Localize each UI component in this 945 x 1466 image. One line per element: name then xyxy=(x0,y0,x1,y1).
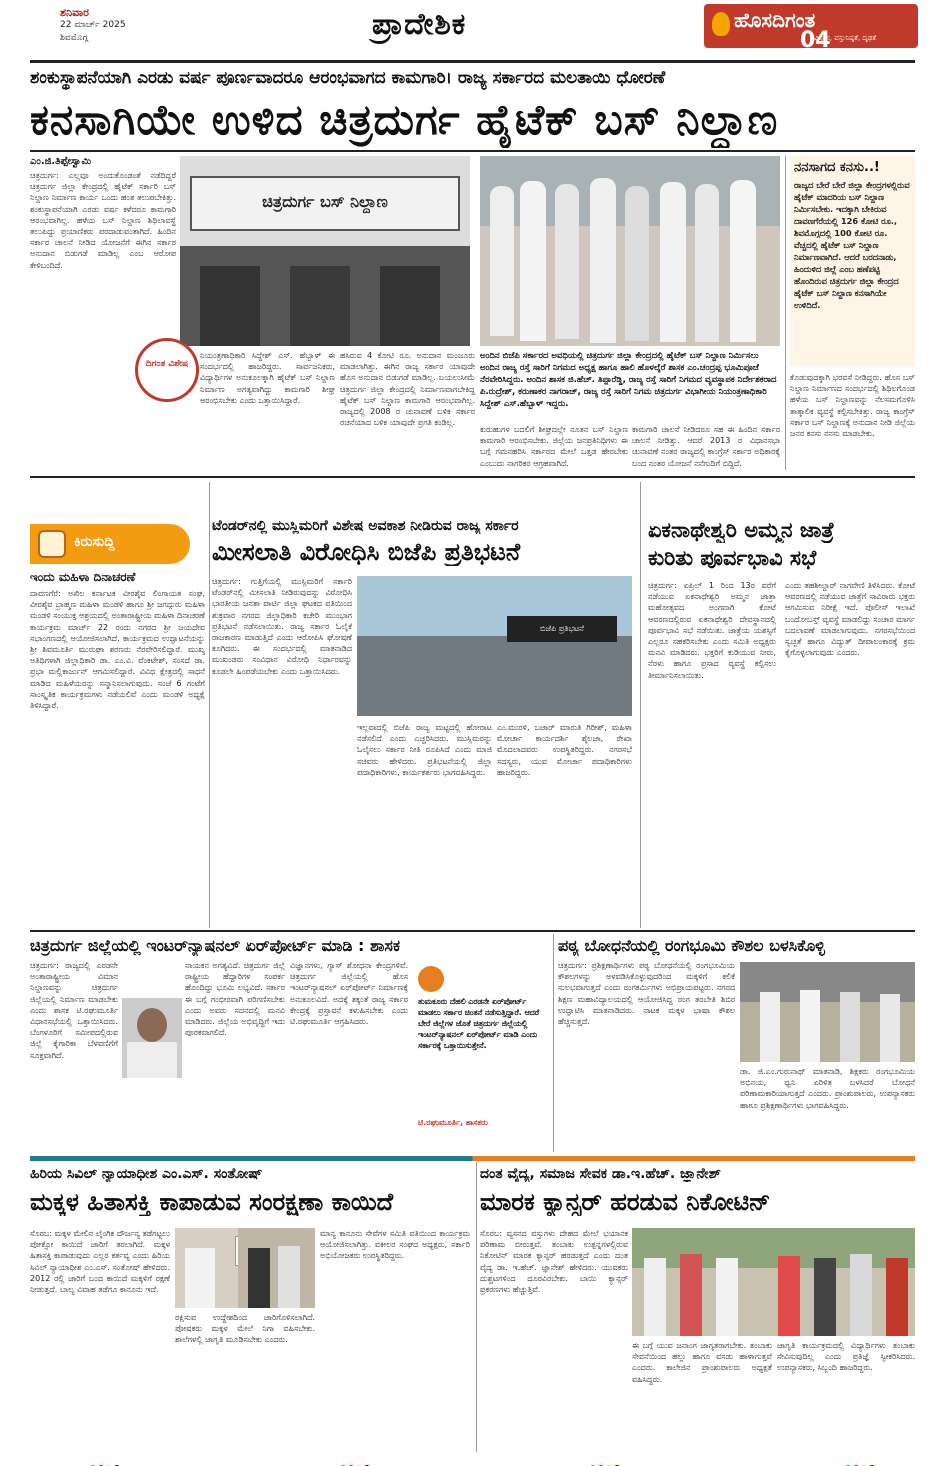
brief-title: ಇಂದು ಮಹಿಳಾ ದಿನಾಚರಣೆ xyxy=(30,570,136,584)
section-title: ಪ್ರಾದೇಶಿಕ xyxy=(372,7,467,42)
airport-quote: ತುಮಕೂರು ದೆಹಲಿ ಎರಡನೇ ಏರ್‌ಪೋರ್ಟ್ ಮಾಡಲು ಸರ್ಕಾರ ಚಿಂತನೆ ನಡೆಸುತ್ತಿದ್ದಾರೆ. ಆದರೆ ಬೇರೆ ಜಿಲ್ಲೆಗಳ ಜೊತೆ ಚಿತ್ರದುರ್ಗ ಜಿಲ್ಲೆಯಲ್ಲಿ ಇಂಟರ್‌ನ್ಯಾಷನಲ್ ಏರ್‌ಪೋರ್ಟ್ ಮಾಡಿ ಎಂದು ಸರ್ಕಾರಕ್ಕೆ ಒತ್ತಾಯಿಸುತ್ತೇನೆ. xyxy=(418,997,540,1050)
jaatre-kicker: ಏಕನಾಥೇಶ್ವರಿ ಅಮ್ಮನ ಜಾತ್ರೆ xyxy=(648,518,835,542)
protest-body-col1: ಚಿತ್ರದುರ್ಗ: ಗುತ್ತಿಗೆಯಲ್ಲಿ ಮುಸ್ಲಿಮರಿಗೆ ಸರ್ಕಾರಿ ಟೆಂಡರ್‌ನಲ್ಲಿ ಮೀಸಲಾತಿ ನೀಡಿರುವುದನ್ನು ವಿರೋಧಿಸಿ ಭಾರತೀಯ ಜನತಾ ಪಾರ್ಟಿ ಜಿಲ್ಲಾ ಘಟಕದ ವತಿಯಿಂದ ಶುಕ್ರವಾರ ನಗರದ ಜಿಲ್ಲಾಧಿಕಾರಿ ಕಚೇರಿ ಮುಂಭಾಗ ಪ್ರತಿಭಟನೆ ನಡೆಸಲಾಯಿತು. ರಾಜ್ಯ ಸರ್ಕಾರ ಓಲೈಕೆ ರಾಜಕಾರಣ ಮಾಡುತ್ತಿದೆ ಎಂದು ಆರೋಪಿಸಿ ಘೋಷಣೆ ಕೂಗಿದರು. ಈ ಸಂದರ್ಭದಲ್ಲಿ ಮಾತನಾಡಿದ ಮುಖಂಡರು ಸಂವಿಧಾನ ವಿರೋಧಿ ನಿರ್ಧಾರವನ್ನು ಕೂಡಲೇ ಹಿಂಪಡೆಯಬೇಕು ಎಂದು ಒತ್ತಾಯಿಸಿದರು. xyxy=(212,577,352,676)
bus-stand-sign: ಚಿತ್ರದುರ್ಗ ಬಸ್ ನಿಲ್ದಾಣ xyxy=(262,192,388,211)
logo-tagline: ವಿಶ್ವಾಸ, ವಸ್ತುನಿಷ್ಠತೆ, ದೃಢತೆ xyxy=(814,34,877,42)
mla-portrait xyxy=(122,998,182,1078)
bus-stand-photo xyxy=(180,156,470,346)
protest-body-col2: ಇಲ್ಲವಾದಲ್ಲಿ ಬಿಜೆಪಿ ರಾಜ್ಯ ಮಟ್ಟದಲ್ಲಿ ಹೋರಾಟ ನಡೆಸಲಿದೆ ಎಂದು ಎಚ್ಚರಿಸಿದರು. ಮುಸ್ಲಿಮರನ್ನು ಓಲೈಸಲು ಸರ್ಕಾರ ನೀತಿ ರೂಪಿಸಿದೆ ಎಂದು ಮಾಜಿ ಸಚಿವರು ಹೇಳಿದರು. ಪ್ರತಿಭಟನೆಯಲ್ಲಿ ಜಿಲ್ಲಾ ಪದಾಧಿಕಾರಿಗಳು, ಕಾರ್ಯಕರ್ತರು ಭಾಗವಹಿಸಿದ್ದರು. xyxy=(357,723,492,777)
theatre-body-col1: ಚಿತ್ರದುರ್ಗ: ಪ್ರಶಿಕ್ಷಣಾರ್ಥಿಗಳು ಪಠ್ಯ ಬೋಧನೆಯಲ್ಲಿ ರಂಗಭೂಮಿಯ ಕೌಶಲಗಳನ್ನು ಅಳವಡಿಸಿಕೊಳ್ಳುವುದರಿಂದ ಮಕ್ಕಳಿಗೆ ಕಲಿಕೆ ಸುಲಭವಾಗುತ್ತದೆ ಎಂದು ರಂಗಕರ್ಮಿಗಳು ಅಭಿಪ್ರಾಯಪಟ್ಟರು. ನಗರದ ಶಿಕ್ಷಣ ಮಹಾವಿದ್ಯಾಲಯದಲ್ಲಿ ಆಯೋಜಿಸಿದ್ದ ರಂಗ ತರಬೇತಿ ಶಿಬಿರ ಉದ್ಘಾಟಿಸಿ ಮಾತನಾಡಿದರು. ನಾಟಕ ಮಕ್ಕಳ ಭಾಷಾ ಕೌಶಲ ಹೆಚ್ಚಿಸುತ್ತದೆ. xyxy=(558,961,735,1027)
lead-divider xyxy=(30,150,915,152)
sidebar-divider xyxy=(785,156,786,470)
airport-body-col3: ವಿಜ್ಞಾನಗಳು, ಗ್ಯಾಸ್ ಶೋಧನಾ ಕೇಂದ್ರಗಳಿವೆ. ಚಿತ್ರದುರ್ಗ ಜಿಲ್ಲೆಯಲ್ಲಿ ಹೊಸ ಇಂಟರ್‌ನ್ಯಾಷನಲ್ ಏರ್‌ಪೋರ್ಟ್ ನಿರ್ಮಾಣಕ್ಕೆ ಅನುಕೂಲವಿದೆ. ಅದಕ್ಕೆ ತಕ್ಕಂತೆ ರಾಜ್ಯ ಸರ್ಕಾರ ಕೇಂದ್ರಕ್ಕೆ ಪ್ರಸ್ತಾವನೆ ಕಳುಹಿಸಬೇಕು ಎಂದು ಟಿ.ರಘುಮೂರ್ತಿ ಆಗ್ರಹಿಸಿದರು. xyxy=(290,961,408,1027)
nicotine-photo xyxy=(632,1228,915,1336)
brief-body: ದಾವಣಗೆರೆ: ಅಖಿಲ ಕರ್ನಾಟಕ ವೀರಶೈವ ಲಿಂಗಾಯತ ಸಂಘ, ವೀರಶೈವ ಬ್ರಾಹ್ಮಣ ಮಹಿಳಾ ಮಂಡಳಿ ಹಾಗೂ ಶ್ರೀ ಜಗದ್ಗುರು ಮಹಿಳಾ ಮಂಡಳಿ ಸಂಯುಕ್ತ ಆಶ್ರಯದಲ್ಲಿ ಅಂತಾರಾಷ್ಟ್ರೀಯ ಮಹಿಳಾ ದಿನಾಚರಣೆ ಕಾರ್ಯಕ್ರಮ ಮಾರ್ಚ್ 22 ರಂದು ನಗರದ ಶ್ರೀ ಜಯದೇವ ಸಭಾಂಗಣದಲ್ಲಿ ಆಯೋಜಿಸಲಾಗಿದೆ. ಕಾರ್ಯಕ್ರಮದ ಉದ್ಘಾಟನೆಯನ್ನು ಶ್ರೀ ಶಿವಮೂರ್ತಿ ಮುರುಘಾ ಶರಣರು ನೆರವೇರಿಸಲಿದ್ದಾರೆ. ಮುಖ್ಯ ಅತಿಥಿಗಳಾಗಿ ಜಿಲ್ಲಾಧಿಕಾರಿ ಡಾ. ಎಂ.ವಿ. ವೆಂಕಟೇಶ್, ಸಂಸದೆ ಡಾ. ಪ್ರಭಾ ಮಲ್ಲಿಕಾರ್ಜುನ್ ಆಗಮಿಸಲಿದ್ದಾರೆ. ವಿವಿಧ ಕ್ಷೇತ್ರದಲ್ಲಿ ಸಾಧನೆ ಮಾಡಿದ ಮಹಿಳೆಯರನ್ನು ಸನ್ಮಾನಿಸಲಾಗುವುದು. ಸಂಜೆ 6 ಗಂಟೆಗೆ ಸಾಂಸ್ಕೃತಿಕ ಕಾರ್ಯಕ್ರಮಗಳು ನಡೆಯಲಿವೆ ಎಂದು ಮಂಡಳಿ ಅಧ್ಯಕ್ಷೆ ತಿಳಿಸಿದ್ದಾರೆ. xyxy=(30,589,205,711)
lead-headline: ಕನಸಾಗಿಯೇ ಉಳಿದ ಚಿತ್ರದುರ್ಗ ಹೈಟೆಕ್ ಬಸ್ ನಿಲ್ದಾಣ xyxy=(30,95,779,144)
column-divider xyxy=(476,1162,477,1452)
registration-marks xyxy=(845,1456,879,1462)
nicotine-body-col2: ಈ ಬಗ್ಗೆ ಯುವ ಜನಾಂಗ ಜಾಗೃತರಾಗಬೇಕು. ತಂಬಾಕು ಸೇವನೆಯಿಂದ ಹಲ್ಲು ಹಾಗೂ ವಸಡು ಹಾಳಾಗುತ್ತವೆ ಎಂದರು. ಕಾಲೇಜಿನ ಪ್ರಾಂಶುಪಾಲರು ಅಧ್ಯಕ್ಷತೆ ವಹಿಸಿದ್ದರು. xyxy=(632,1341,772,1384)
page-number: 04 xyxy=(800,28,831,53)
pointing-hand-icon xyxy=(38,530,66,558)
jaatre-body-col2: ಎಂದು ತಹಶೀಲ್ದಾರ್ ನಾಗವೇಣಿ ತಿಳಿಸಿದರು. ಕೋಟೆ ಆವರಣದಲ್ಲಿ ನಡೆಯುವ ಜಾತ್ರೆಗೆ ಸಾವಿರಾರು ಭಕ್ತರು ಆಗಮಿಸುವ ನಿರೀಕ್ಷೆ ಇದೆ. ಪೊಲೀಸ್ ಇಲಾಖೆ ಬಂದೋಬಸ್ತ್ ವ್ಯವಸ್ಥೆ ಮಾಡಲಿದ್ದು ಸಂಚಾರ ಮಾರ್ಗ ಬದಲಾವಣೆ ಮಾಡಲಾಗುವುದು. ನಗರಸಭೆಯಿಂದ ಸ್ವಚ್ಛತೆ ಹಾಗೂ ವಿದ್ಯುತ್ ದೀಪಾಲಂಕಾರಕ್ಕೆ ಕ್ರಮ ಕೈಗೊಳ್ಳಲಾಗುವುದು ಎಂದರು. xyxy=(785,581,915,658)
protest-headline: ಮೀಸಲಾತಿ ವಿರೋಧಿಸಿ ಬಿಜೆಪಿ ಪ್ರತಿಭಟನೆ xyxy=(212,538,521,566)
protest-photo xyxy=(357,576,632,716)
issue-date-block xyxy=(60,6,170,45)
lead-body-col3: ಹಸಿರುವ 4 ಕೋಟಿ ರೂ. ಅನುದಾನ ಮಂಜೂರು ಮಾಡಲಾಗಿತ್ತು. ಈಗಿನ ರಾಜ್ಯ ಸರ್ಕಾರ ಯಾವುದೇ ಹೊಸ ಅನುದಾನ ಬಿಡುಗಡೆ ಮಾಡಿಲ್ಲ. ಬಯಲುಸೀಮೆ ಚಿತ್ರದುರ್ಗ ಜಿಲ್ಲಾ ಕೇಂದ್ರದಲ್ಲಿ ನಿರ್ಮಾಣವಾಗಬೇಕಿದ್ದ ಹೈಟೆಕ್ ಬಸ್ ನಿಲ್ದಾಣ ಕಾಮಗಾರಿ ಆರಂಭವಾಗಿಲ್ಲ. ರಾಜ್ಯದಲ್ಲಿ 2008 ರ ಚುನಾವಣೆ ಬಳಿಕ ಸರ್ಕಾರ ರಚನೆಯಾದ ಬಳಿಕ ಯಾವುದೇ ಪ್ರಗತಿ ಕಂಡಿಲ್ಲ. xyxy=(340,351,475,428)
lead-body-col5: ಕಾಮಗಾರಿ ಚಾಲನೆ ನೀಡಿದರೂ ಸಹ ಈ ಹಿಂದಿನ ಸರ್ಕಾರ ಚಾಲನೆ ನೀಡಿತ್ತು. ಆದರೆ 2013 ರ ವಿಧಾನಸಭಾ ಚುನಾವಣೆ ನಂತರ ರಾಜ್ಯದಲ್ಲಿ ಕಾಂಗ್ರೆಸ್ ಸರ್ಕಾರ ಅಧಿಕಾರಕ್ಕೆ ಬಂದ ನಂತರ ಯೋಜನೆ ನನೆಗುದಿಗೆ ಬಿದ್ದಿದೆ. xyxy=(632,425,780,468)
theatre-headline: ಪಠ್ಯ ಬೋಧನೆಯಲ್ಲಿ ರಂಗಭೂಮಿ ಕೌಶಲ ಬಳಸಿಕೊಳ್ಳಿ xyxy=(558,936,825,955)
nicotine-body-col1: ಸೊರಬ: ವ್ಯಸನದ ವಸ್ತುಗಳು ದೇಹದ ಮೇಲೆ ಭಯಾನಕ ಪರಿಣಾಮ ಬೀರುತ್ತವೆ. ತಂಬಾಕು ಉತ್ಪನ್ನಗಳಲ್ಲಿರುವ ನಿಕೋಟಿನ್ ಮಾರಕ ಕ್ಯಾನ್ಸರ್ ಹರಡುತ್ತದೆ ಎಂದು ದಂತ ವೈದ್ಯ ಡಾ. ಇ.ಹೆಚ್. ಜ್ಞಾನೇಶ್ ಹೇಳಿದರು. ಯುವಕರು ದುಶ್ಚಟಗಳಿಂದ ದೂರವಿರಬೇಕು. ಬಾಯಿ ಕ್ಯಾನ್ಸರ್ ಪ್ರಕರಣಗಳು ಹೆಚ್ಚುತ್ತಿವೆ. xyxy=(480,1229,628,1295)
judge-kicker: ಹಿರಿಯ ಸಿವಿಲ್ ನ್ಯಾಯಾಧೀಶ ಎಂ.ಎಸ್. ಸಂತೋಷ್ xyxy=(30,1166,263,1182)
bhoomi-pooja-photo xyxy=(480,156,780,346)
judge-headline: ಮಕ್ಕಳ ಹಿತಾಸಕ್ತಿ ಕಾಪಾಡುವ ಸಂರಕ್ಷಣಾ ಕಾಯಿದೆ xyxy=(30,1188,394,1216)
airport-quote-box xyxy=(414,962,549,1137)
sidebar-title: ನನಸಾಗದ ಕನಸು..! xyxy=(794,160,880,175)
airport-quote-author: ಟಿ.ರಘುಮೂರ್ತಿ, ಶಾಸಕರು xyxy=(418,1118,488,1127)
sidebar-body-continued: ಕೊಡುವುದಕ್ಕಾಗಿ ಭರವಸೆ ನೀಡಿದ್ದರು. ಹೊಸ ಬಸ್ ನಿಲ್ದಾಣ ನಿರ್ಮಾಣದ ಸಂದರ್ಭದಲ್ಲಿ ಶಿಥಿಲಗೊಂಡ ಹಳೆಯ ಬಸ್ ನಿಲ್ದಾಣವನ್ನು ನೆಲಸಮಗೊಳಿಸಿ ತಾತ್ಕಾಲಿಕ ವ್ಯವಸ್ಥೆ ಕಲ್ಪಿಸಬೇಕಿತ್ತು. ರಾಜ್ಯ ಕಾಂಗ್ರೆಸ್ ಸರ್ಕಾರ ಬಸ್ ನಿಲ್ದಾಣಕ್ಕೆ ಅನುದಾನ ನೀಡಿ ಜಿಲ್ಲೆಯ ಜನರ ಕನಸು ನನಸು ಮಾಡಬೇಕು. xyxy=(790,373,915,439)
judge-body-col2: ರಕ್ಷಿಸುವ ಉದ್ದೇಶದಿಂದ ಜಾರಿಗೊಳಿಸಲಾಗಿದೆ. ಪೋಷಕರು ಮಕ್ಕಳ ಮೇಲೆ ನಿಗಾ ವಹಿಸಬೇಕು. ಶಾಲೆಗಳಲ್ಲಿ ಜಾಗೃತಿ ಮೂಡಿಸಬೇಕು ಎಂದರು. xyxy=(175,1313,315,1345)
newspaper-logo xyxy=(704,4,918,53)
lead-body-col2: ನಿಯಂತ್ರಣಾಧಿಕಾರಿ ಸಿದ್ದೇಶ್ ಎಸ್. ಹೆಬ್ಬಾಳ್ ಈ ಸಂದರ್ಭದಲ್ಲಿ ಹಾಜರಿದ್ದರು. ಸಾರ್ವಜನಿಕರು, ವಿದ್ಯಾರ್ಥಿಗಳ ಅನುಕೂಲಕ್ಕಾಗಿ ಹೈಟೆಕ್ ಬಸ್ ನಿಲ್ದಾಣ ನಿರ್ಮಾಣ ಅಗತ್ಯವಾಗಿದ್ದು ಕಾಮಗಾರಿ ಶೀಘ್ರ ಆರಂಭಿಸಬೇಕು ಎಂದು ಒತ್ತಾಯಿಸಿದ್ದಾರೆ. xyxy=(200,351,335,405)
sidebar-box xyxy=(790,156,915,366)
issue-city: ಶಿವಮೊಗ್ಗ xyxy=(60,33,88,43)
lead-photo-caption: ಅಂದಿನ ಬಿಜೆಪಿ ಸರ್ಕಾರದ ಅವಧಿಯಲ್ಲಿ ಚಿತ್ರದುರ್ಗ ಜಿಲ್ಲಾ ಕೇಂದ್ರದಲ್ಲಿ ಹೈಟೆಕ್ ಬಸ್ ನಿಲ್ದಾಣ ನಿರ್ಮಿಸಲು ಅಂದಿನ ರಾಜ್ಯ ರಸ್ತೆ ಸಾರಿಗೆ ನಿಗಮದ ಅಧ್ಯಕ್ಷ ಹಾಗೂ ಹಾಲಿ ಹೊಳಲ್ಕೆರೆ ಶಾಸಕ ಎಂ.ಚಂದ್ರಪ್ಪ ಭೂಮಿಪೂಜೆ ನೆರವೇರಿಸಿದ್ದರು. ಅಂದಿನ ಶಾಸಕ ಜಿ.ಹೆಚ್. ತಿಪ್ಪಾರೆಡ್ಡಿ, ರಾಜ್ಯ ರಸ್ತೆ ಸಾರಿಗೆ ನಿಗಮದ ವ್ಯವಸ್ಥಾಪಕ ನಿರ್ದೇಶಕರಾದ ಪಿ.ರುದ್ರೇಶ್, ಕರುಣಾಕರ ನಾಗರಾಜ್, ರಾಜ್ಯ ರಸ್ತೆ ಸಾರಿಗೆ ನಿಗಮ ಚಿತ್ರದುರ್ಗ ವಿಭಾಗೀಯ ನಿಯಂತ್ರಣಾಧಿಕಾರಿ ಸಿದ್ದೇಶ್ ಎಸ್.ಹೆಬ್ಬಾಳ್ ಇದ್ದರು. xyxy=(480,351,777,409)
issue-day: ಶನಿವಾರ xyxy=(60,6,89,19)
lead-body-col1: ಚಿತ್ರದುರ್ಗ: ಎಲ್ಲವೂ ಅಂದುಕೊಂಡಂತೆ ನಡೆದಿದ್ದರೆ ಚಿತ್ರದುರ್ಗ ಜಿಲ್ಲಾ ಕೇಂದ್ರದಲ್ಲಿ ಹೈಟೆಕ್ ಸರ್ಕಾರಿ ಬಸ್ ನಿಲ್ದಾಣ ನಿರ್ಮಾಣ ಕಾರ್ಯ ಒಂದು ಹಂತ ತಲುಪಬೇಕಿತ್ತು. ಶಂಕುಸ್ಥಾಪನೆಯಾಗಿ ಎರಡು ವರ್ಷ ಕಳೆದರೂ ಕಾಮಗಾರಿ ಆರಂಭವಾಗಿಲ್ಲ. ಹಳೆಯ ಬಸ್ ನಿಲ್ದಾಣ ಶಿಥಿಲಾವಸ್ಥೆ ತಲುಪಿದ್ದು ಪ್ರಯಾಣಿಕರು ಪರದಾಡುವಂತಾಗಿದೆ. ಹಿಂದಿನ ಸರ್ಕಾರ ಚಾಲನೆ ನೀಡಿದ ಯೋಜನೆಗೆ ಈಗಿನ ಸರ್ಕಾರ ಅನುದಾನ ಬಿಡುಗಡೆ ಮಾಡಿಲ್ಲ ಎಂಬ ಆರೋಪ ಕೇಳಿಬಂದಿದೆ. xyxy=(30,171,176,270)
masthead xyxy=(0,0,945,62)
nicotine-headline: ಮಾರಕ ಕ್ಯಾನ್ಸರ್ ಹರಡುವ ನಿಕೋಟಿನ್ xyxy=(480,1188,771,1216)
jaatre-headline: ಕುರಿತು ಪೂರ್ವಭಾವಿ ಸಭೆ xyxy=(648,546,817,570)
protest-kicker: ಟೆಂಡರ್‌ನಲ್ಲಿ ಮುಸ್ಲಿಮರಿಗೆ ವಿಶೇಷ ಅವಕಾಶ ನೀಡಿರುವ ರಾಜ್ಯ ಸರ್ಕಾರ xyxy=(212,518,519,534)
masthead-divider xyxy=(30,60,915,63)
theatre-photo xyxy=(740,962,915,1062)
airport-headline: ಚಿತ್ರದುರ್ಗ ಜಿಲ್ಲೆಯಲ್ಲಿ ಇಂಟರ್‌ನ್ಯಾಷನಲ್ ಏರ್‌ಪೋರ್ಟ್ ಮಾಡಿ : ಶಾಸಕ xyxy=(30,936,401,955)
issue-date: 22 ಮಾರ್ಚ್ 2025 xyxy=(60,20,126,30)
registration-marks xyxy=(90,1456,124,1462)
airport-body-col2: ನಾಯಕನ ಅಗತ್ಯವಿದೆ. ಚಿತ್ರದುರ್ಗ ಜಿಲ್ಲೆ ರಾಷ್ಟ್ರೀಯ ಹೆದ್ದಾರಿಗಳ ಸಂಪರ್ಕ ಹೊಂದಿದ್ದು ಭೂಮಿ ಲಭ್ಯವಿದೆ. ಸರ್ಕಾರ ಈ ಬಗ್ಗೆ ಗಂಭೀರವಾಗಿ ಪರಿಗಣಿಸಬೇಕು ಎಂದು ಅವರು ಸದನದಲ್ಲಿ ಮನವಿ ಮಾಡಿದರು. ಜಿಲ್ಲೆಯ ಅಭಿವೃದ್ಧಿಗೆ ಇದು ಪೂರಕವಾಗಲಿದೆ. xyxy=(185,961,285,1038)
registration-marks xyxy=(590,1456,624,1462)
column-divider xyxy=(209,482,210,928)
section-divider-2 xyxy=(30,930,915,932)
jaatre-body-col1: ಚಿತ್ರದುರ್ಗ: ಏಪ್ರಿಲ್ 1 ರಿಂದ 13ರ ವರೆಗೆ ನಡೆಯುವ ಏಕನಾಥೇಶ್ವರಿ ಅಮ್ಮನ ಜಾತ್ರಾ ಮಹೋತ್ಸವದ ಅಂಗವಾಗಿ ಕೋಟೆ ಆವರಣದಲ್ಲಿರುವ ಏಕನಾಥೇಶ್ವರಿ ದೇವಸ್ಥಾನದಲ್ಲಿ ಪೂರ್ವಭಾವಿ ಸಭೆ ನಡೆಯಿತು. ಜಾತ್ರೆಯ ಯಶಸ್ಸಿಗೆ ಎಲ್ಲರೂ ಸಹಕರಿಸಬೇಕು ಎಂದು ಸಮಿತಿ ಅಧ್ಯಕ್ಷರು ಮನವಿ ಮಾಡಿದರು. ಭಕ್ತರಿಗೆ ಕುಡಿಯುವ ನೀರು, ನೆರಳು ಹಾಗೂ ಪ್ರಸಾದ ವ್ಯವಸ್ಥೆ ಕಲ್ಪಿಸಲು ತೀರ್ಮಾನಿಸಲಾಯಿತು. xyxy=(648,581,776,680)
section-divider-1 xyxy=(30,476,915,478)
theatre-body-col2: ಡಾ. ಜಿ.ಎಂ.ಗುರುನಾಥ್ ಮಾತನಾಡಿ, ಶಿಕ್ಷಕರು ರಂಗಭೂಮಿಯ ಅಭಿನಯ, ಧ್ವನಿ ಏರಿಳಿತ ಬಳಸಿದರೆ ಬೋಧನೆ ಪರಿಣಾಮಕಾರಿಯಾಗುತ್ತದೆ ಎಂದರು. ಪ್ರಾಂಶುಪಾಲರು, ಉಪನ್ಯಾಸಕರು ಹಾಗೂ ಪ್ರಶಿಕ್ಷಣಾರ್ಥಿಗಳು ಭಾಗವಹಿಸಿದ್ದರು. xyxy=(740,1067,915,1110)
nicotine-body-col3: ಜಾಗೃತಿ ಕಾರ್ಯಕ್ರಮದಲ್ಲಿ ವಿದ್ಯಾರ್ಥಿಗಳು ತಂಬಾಕು ಸೇವಿಸುವುದಿಲ್ಲ ಎಂದು ಪ್ರತಿಜ್ಞೆ ಸ್ವೀಕರಿಸಿದರು. ಉಪನ್ಯಾಸಕರು, ಸಿಬ್ಬಂದಿ ಹಾಜರಿದ್ದರು. xyxy=(777,1341,915,1373)
lead-body-col4: ಕುರುಹುಗಳ ಬದಲಿಗೆ ಶೀಘ್ರದಲ್ಲೇ ನೂತನ ಬಸ್ ನಿಲ್ದಾಣ ಕಾಮಗಾರಿ ಆರಂಭಿಸಬೇಕು. ಜಿಲ್ಲೆಯ ಜನಪ್ರತಿನಿಧಿಗಳು ಈ ಬಗ್ಗೆ ಗಮನಹರಿಸಿ ಸರ್ಕಾರದ ಮೇಲೆ ಒತ್ತಡ ಹೇರಬೇಕು ಎಂಬುದು ನಾಗರಿಕರ ಆಗ್ರಹವಾಗಿದೆ. xyxy=(480,425,628,468)
registration-marks xyxy=(340,1456,374,1462)
lead-byline: ಎಂ.ಜಿ.ತಿಪ್ಪೇಸ್ವಾಮಿ xyxy=(30,156,92,167)
kirusuddi-label xyxy=(30,524,190,564)
judge-body-col3: ಮಾನ್ಯ ಕಾನೂನು ಸೇವೆಗಳ ಸಮಿತಿ ವತಿಯಿಂದ ಕಾರ್ಯಕ್ರಮ ಆಯೋಜಿಸಲಾಗಿತ್ತು. ವಕೀಲರ ಸಂಘದ ಅಧ್ಯಕ್ಷರು, ಸರ್ಕಾರಿ ಅಭಿಯೋಜಕರು ಉಪಸ್ಥಿತರಿದ್ದರು. xyxy=(320,1229,470,1261)
nicotine-kicker: ದಂತ ವೈದ್ಯ, ಸಮಾಜ ಸೇವಕ ಡಾ.ಇ.ಹೆಚ್. ಜ್ಞಾನೇಶ್ xyxy=(480,1166,721,1182)
logo-text: ಹೊಸದಿಗಂತ xyxy=(734,8,816,32)
kirusuddi-text: ಕಿರುಸುದ್ದಿ xyxy=(74,534,115,550)
judge-photo-2 xyxy=(238,1228,315,1308)
protest-banner: ಬಿಜೆಪಿ ಪ್ರತಿಭಟನೆ xyxy=(507,616,617,642)
sidebar-body: ರಾಜ್ಯದ ಬೇರೆ ಬೇರೆ ಜಿಲ್ಲಾ ಕೇಂದ್ರಗಳಲ್ಲಿರುವ ಹೈಟೆಕ್ ಮಾದರಿಯ ಬಸ್ ನಿಲ್ದಾಣ ನಿರ್ಮಿಸಬೇಕು. ಇದಕ್ಕಾಗಿ ಬೇಕಿರುವ ದಾವಣಗೆರೆಯಲ್ಲಿ 126 ಕೋಟಿ ರೂ., ಶಿವಮೊಗ್ಗದಲ್ಲಿ 100 ಕೋಟಿ ರೂ. ವೆಚ್ಚದಲ್ಲಿ ಹೈಟೆಕ್ ಬಸ್ ನಿಲ್ದಾಣ ನಿರ್ಮಾಣವಾಗಿದೆ. ಆದರೆ ಬರದನಾಡು, ಹಿಂದುಳಿದ ಜಿಲ್ಲೆ ಎಂಬ ಹಣೆಪಟ್ಟಿ ಹೊಂದಿರುವ ಚಿತ್ರದುರ್ಗ ಜಿಲ್ಲಾ ಕೇಂದ್ರದ ಹೈಟೆಕ್ ಬಸ್ ನಿಲ್ದಾಣ ಕನಸಾಗಿಯೇ ಉಳಿದಿದೆ. xyxy=(794,180,910,310)
airport-body-col1: ಚಿತ್ರದುರ್ಗ: ರಾಜ್ಯದಲ್ಲಿ ಎರಡನೇ ಅಂತಾರಾಷ್ಟ್ರೀಯ ವಿಮಾನ ನಿಲ್ದಾಣವನ್ನು ಚಿತ್ರದುರ್ಗ ಜಿಲ್ಲೆಯಲ್ಲಿ ನಿರ್ಮಾಣ ಮಾಡಬೇಕು ಎಂದು ಶಾಸಕ ಟಿ.ರಘುಮೂರ್ತಿ ವಿಧಾನಸಭೆಯಲ್ಲಿ ಒತ್ತಾಯಿಸಿದರು. ಬೆಂಗಳೂರಿಗೆ ಸಮೀಪದಲ್ಲಿರುವ ಜಿಲ್ಲೆ ಕೈಗಾರಿಕಾ ಬೆಳವಣಿಗೆಗೆ ಸೂಕ್ತವಾಗಿದೆ. xyxy=(30,961,118,1060)
lamp-icon xyxy=(712,12,730,36)
column-divider xyxy=(553,934,554,1152)
section-color-bar xyxy=(30,1156,915,1161)
column-divider xyxy=(640,482,641,928)
protest-body-col3: ಎಂ.ಮುರಳಿ, ಬಜಾರ್ ಮಾರುತಿ ಗಿರೀಶ್, ಮಹಿಳಾ ಮೋರ್ಚಾ ಕಾರ್ಯದರ್ಶಿ ಶೈಲಜಾ, ರೇಖಾ ಮೊದಲಾದವರು ಉಪಸ್ಥಿತರಿದ್ದರು. ನಗರಸಭೆ ಸದಸ್ಯರು, ಯುವ ಮೋರ್ಚಾ ಪದಾಧಿಕಾರಿಗಳು ಹಾಜರಿದ್ದರು. xyxy=(497,723,632,777)
digantha-vishesha-badge: ದಿಗಂತ ವಿಶೇಷ xyxy=(135,338,199,402)
lead-kicker: ಶಂಕುಸ್ಥಾಪನೆಯಾಗಿ ಎರಡು ವರ್ಷ ಪೂರ್ಣವಾದರೂ ಆರಂಭವಾಗದ ಕಾಮಗಾರಿ। ರಾಜ್ಯ ಸರ್ಕಾರದ ಮಲತಾಯಿ ಧೋರಣೆ xyxy=(30,68,666,88)
judge-body-col1: ಸೊರಬ: ಮಕ್ಕಳ ಮೇಲಿನ ಲೈಂಗಿಕ ದೌರ್ಜನ್ಯ ತಡೆಗಟ್ಟಲು ಪೋಕ್ಸೋ ಕಾಯಿದೆ ಜಾರಿಗೆ ತರಲಾಗಿದೆ. ಮಕ್ಕಳ ಹಿತಾಸಕ್ತಿ ಕಾಪಾಡುವುದು ಎಲ್ಲರ ಕರ್ತವ್ಯ ಎಂದು ಹಿರಿಯ ಸಿವಿಲ್ ನ್ಯಾಯಾಧೀಶ ಎಂ.ಎಸ್. ಸಂತೋಷ್ ಹೇಳಿದರು. 2012 ರಲ್ಲಿ ಜಾರಿಗೆ ಬಂದ ಕಾಯಿದೆ ಮಕ್ಕಳಿಗೆ ರಕ್ಷಣೆ ನೀಡುತ್ತದೆ. ಬಾಲ್ಯ ವಿವಾಹ ತಡೆಗೂ ಕಾನೂನು ಇದೆ. xyxy=(30,1229,170,1295)
quote-icon xyxy=(418,966,444,992)
